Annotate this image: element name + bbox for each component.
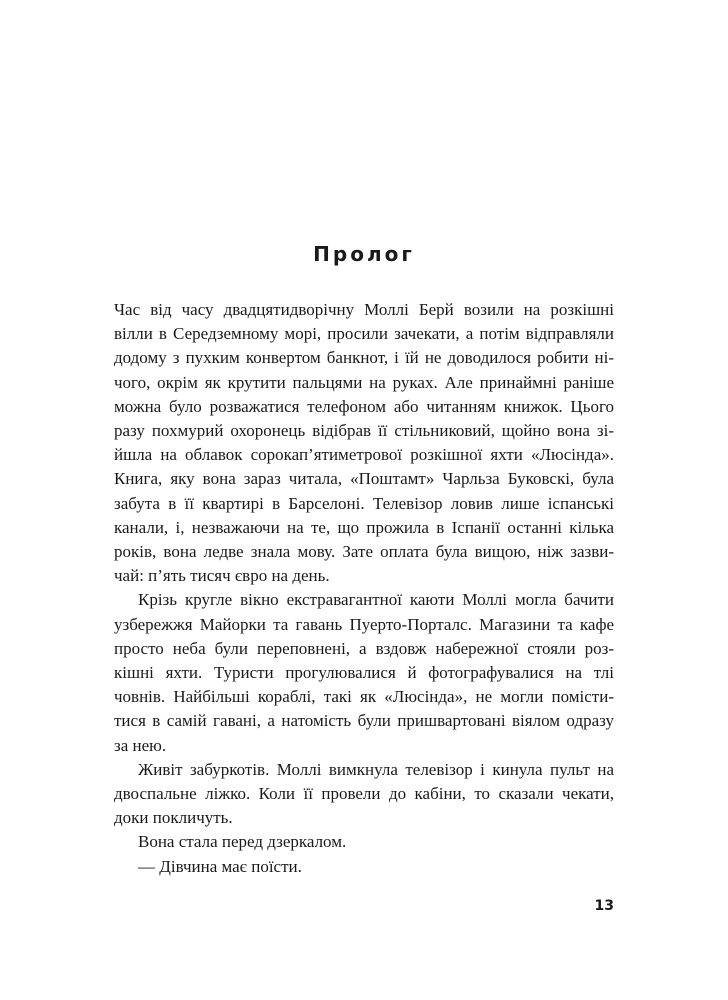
text-line: узбережжя Майорки та гавань Пуерто-Порталс. Магазини та кафе <box>114 614 614 634</box>
text-line: за нею. <box>114 735 167 755</box>
text-line: додому з пухким конвертом банкнот, і їй не доводилося робити ні- <box>114 348 614 368</box>
text-line: Крізь кругле вікно екстравагантної каюти Моллі могла бачити <box>138 590 614 610</box>
text-line: чого, окрім як крутити пальцями на руках. Але принаймні раніше <box>114 372 614 392</box>
text-line: Живіт забуркотів. Моллі вимкнула телевізор і кинула пульт на <box>138 759 614 779</box>
chapter-title: Пролог <box>313 242 415 266</box>
text-line: човнів. Найбільші кораблі, такі як «Люсінда», не могли помісти- <box>114 687 614 707</box>
text-line: забута в її квартирі в Барселоні. Телевізор ловив лише іспанські <box>114 493 614 513</box>
text-line: канали, і, незважаючи на те, що прожила в Іспанії останні кілька <box>114 517 614 537</box>
text-line: Книга, яку вона зараз читала, «Поштамт» Чарльза Буковскі, була <box>114 469 614 489</box>
page-number: 13 <box>594 898 614 914</box>
text-line: — Дівчина має поїсти. <box>138 856 302 876</box>
paragraph-1 <box>114 298 614 588</box>
paragraph-2 <box>114 588 614 757</box>
text-line: двоспальне ліжко. Коли її провели до кабіни, то сказали чекати, <box>114 784 614 804</box>
text-line: чай: п’ять тисяч євро на день. <box>114 566 330 586</box>
text-line: кішні яхти. Туристи прогулювалися й фотографувалися на тлі <box>114 663 614 683</box>
text-line: просто неба були переповнені, а вздовж набережної стояли роз- <box>114 638 614 658</box>
text-line: тися в самій гавані, а натомість були пришвартовані віялом одразу <box>114 711 614 731</box>
paragraph-5 <box>114 855 614 879</box>
text-line: можна було розважатися телефоном або читанням книжок. Цього <box>114 396 614 416</box>
body-text <box>114 298 614 879</box>
text-line: разу похмурий охоронець відібрав її стільниковий, щойно вона зі- <box>114 421 614 441</box>
paragraph-4 <box>114 830 614 854</box>
paragraph-3 <box>114 758 614 831</box>
text-line: Час від часу двадцятидворічну Моллі Берй возили на розкішні <box>114 300 614 319</box>
text-line: вілли в Середземному морі, просили зачекати, а потім відправляли <box>114 324 614 344</box>
text-line: доки покличуть. <box>114 808 233 828</box>
text-line: Вона стала перед дзеркалом. <box>138 832 347 852</box>
text-line: йшла на облавок сорокап’ятиметрової розкішної яхти «Люсінда». <box>114 445 614 465</box>
text-line: років, вона ледве знала мову. Зате оплата була вищою, ніж зазви- <box>114 542 614 562</box>
